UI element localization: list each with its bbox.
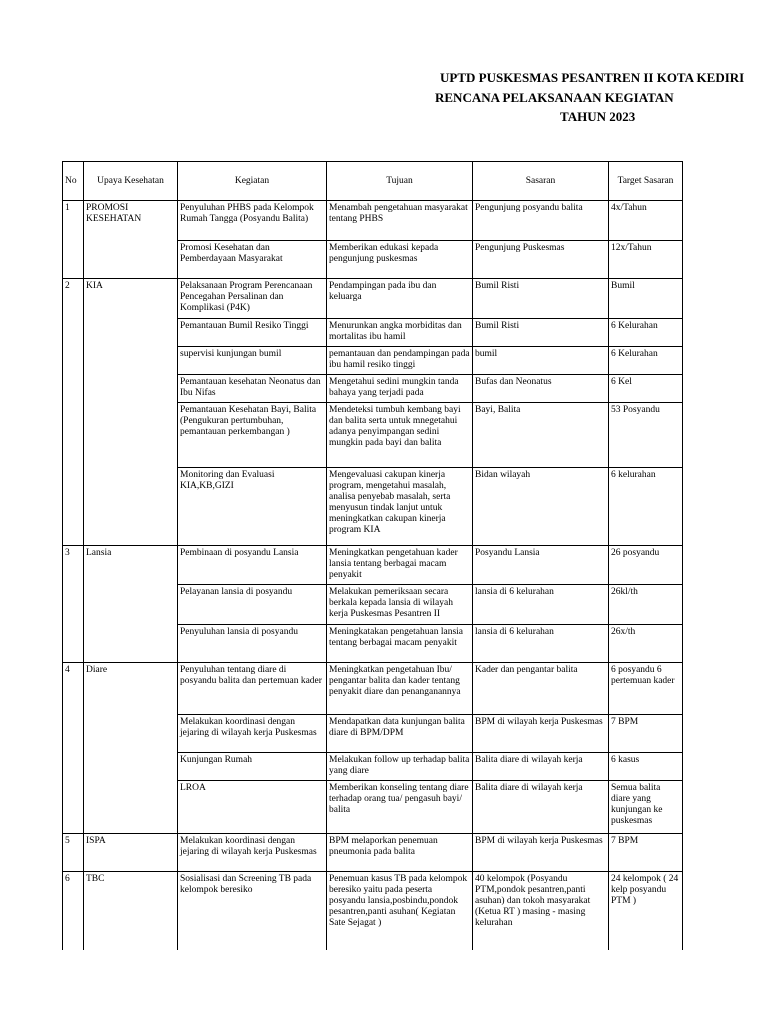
cell-sasaran: Bidan wilayah (473, 468, 609, 546)
cell-tujuan: Meningkatkan pengetahuan Ibu/ pengantar balita dan kader tentang penyakit diare dan penanganannya (327, 663, 473, 715)
cell-target: 24 kelompok ( 24 kelp posyandu PTM ) (609, 872, 683, 950)
cell-target: 6 Kelurahan (609, 347, 683, 375)
cell-kegiatan: Promosi Kesehatan dan Pemberdayaan Masyarakat (178, 241, 327, 279)
cell-sasaran: BPM di wilayah kerja Puskesmas (473, 834, 609, 872)
column-header-kegiatan: Kegiatan (178, 162, 327, 201)
cell-sasaran: 40 kelompok (Posyandu PTM,pondok pesantren,panti asuhan) dan tokoh masyarakat (Ketua RT ) masing - masing kelurahan (473, 872, 609, 950)
cell-sasaran: Bayi, Balita (473, 403, 609, 468)
cell-kegiatan: LROA (178, 781, 327, 834)
cell-target: 12x/Tahun (609, 241, 683, 279)
table-row (63, 546, 683, 585)
cell-kegiatan: Pelaksanaan Program Perencanaan Pencegahan Persalinan dan Komplikasi (P4K) (178, 279, 327, 319)
cell-tujuan: Memberikan konseling tentang diare terhadap orang tua/ pengasuh bayi/ balita (327, 781, 473, 834)
header-title-year: TAHUN 2023 (560, 109, 636, 124)
column-header-upaya: Upaya Kesehatan (84, 162, 178, 201)
cell-upaya: TBC (84, 872, 178, 950)
cell-kegiatan: Monitoring dan Evaluasi KIA,KB,GIZI (178, 468, 327, 546)
cell-kegiatan: Melakukan koordinasi dengan jejaring di wilayah kerja Puskesmas (178, 715, 327, 753)
header-title-line1: UPTD PUSKESMAS PESANTREN II KOTA KEDIRI (440, 70, 745, 85)
cell-upaya: Diare (84, 663, 178, 834)
cell-target: 4x/Tahun (609, 201, 683, 241)
cell-tujuan: Penemuan kasus TB pada kelompok beresiko yaitu pada peserta posyandu lansia,posbindu,pondok pesantren,panti asuhan( Kegiatan Sate Sejagat ) (327, 872, 473, 950)
cell-kegiatan: Penyuluhan tentang diare di posyandu balita dan pertemuan kader (178, 663, 327, 715)
column-header-no: No (63, 162, 84, 201)
cell-tujuan: Mengetahui sedini mungkin tanda bahaya yang terjadi pada (327, 375, 473, 403)
cell-sasaran: Balita diare di wilayah kerja (473, 781, 609, 834)
cell-upaya: Lansia (84, 546, 178, 663)
cell-sasaran: BPM di wilayah kerja Puskesmas (473, 715, 609, 753)
cell-no: 5 (63, 834, 84, 872)
table-header-row (63, 162, 683, 201)
cell-sasaran: lansia di 6 kelurahan (473, 625, 609, 663)
cell-target: Semua balita diare yang kunjungan ke puskesmas (609, 781, 683, 834)
cell-upaya: KIA (84, 279, 178, 546)
table-row (63, 279, 683, 319)
cell-tujuan: pemantauan dan pendampingan pada ibu hamil resiko tinggi (327, 347, 473, 375)
cell-tujuan: Melakukan follow up terhadap balita yang diare (327, 753, 473, 781)
cell-tujuan: Meningkatkan pengetahuan kader lansia tentang berbagai macam penyakit (327, 546, 473, 585)
cell-no: 6 (63, 872, 84, 950)
cell-sasaran: Pengunjung posyandu balita (473, 201, 609, 241)
cell-kegiatan: Kunjungan Rumah (178, 753, 327, 781)
cell-target: 6 Kelurahan (609, 319, 683, 347)
cell-kegiatan: Melakukan koordinasi dengan jejaring di wilayah kerja Puskesmas (178, 834, 327, 872)
document-header (0, 70, 768, 130)
cell-target: Bumil (609, 279, 683, 319)
cell-tujuan: Mengevaluasi cakupan kinerja program, mengetahui masalah, analisa penyebab masalah, serta menyusun tindak lanjut untuk meningkatkan cakupan kinerja program KIA (327, 468, 473, 546)
cell-sasaran: bumil (473, 347, 609, 375)
cell-kegiatan: Pembinaan di posyandu Lansia (178, 546, 327, 585)
cell-target: 26x/th (609, 625, 683, 663)
cell-target: 6 Kel (609, 375, 683, 403)
cell-tujuan: Mendapatkan data kunjungan balita diare di BPM/DPM (327, 715, 473, 753)
cell-target: 6 kelurahan (609, 468, 683, 546)
cell-target: 26 posyandu (609, 546, 683, 585)
cell-no: 4 (63, 663, 84, 834)
cell-upaya: PROMOSI KESEHATAN (84, 201, 178, 279)
cell-tujuan: Mendeteksi tumbuh kembang bayi dan balita serta untuk mnegetahui adanya penyimpangan sedini mungkin pada bayi dan balita (327, 403, 473, 468)
column-header-tujuan: Tujuan (327, 162, 473, 201)
cell-kegiatan: Pemantauan Bumil Resiko Tinggi (178, 319, 327, 347)
cell-target: 6 posyandu 6 pertemuan kader (609, 663, 683, 715)
cell-sasaran: Balita diare di wilayah kerja (473, 753, 609, 781)
cell-kegiatan: Pemantauan Kesehatan Bayi, Balita (Pengukuran pertumbuhan, pemantauan perkembangan ) (178, 403, 327, 468)
cell-no: 1 (63, 201, 84, 279)
table-row (63, 663, 683, 715)
cell-tujuan: Melakukan pemeriksaan secara berkala kepada lansia di wilayah kerja Puskesmas Pesantren II (327, 585, 473, 625)
cell-target: 6 kasus (609, 753, 683, 781)
cell-tujuan: Menambah pengetahuan masyarakat tentang PHBS (327, 201, 473, 241)
cell-sasaran: lansia di 6 kelurahan (473, 585, 609, 625)
cell-sasaran: Bumil Risti (473, 279, 609, 319)
column-header-sasaran: Sasaran (473, 162, 609, 201)
cell-target: 53 Posyandu (609, 403, 683, 468)
cell-tujuan: Menurunkan angka morbiditas dan mortalitas ibu hamil (327, 319, 473, 347)
table-row (63, 872, 683, 950)
table-row (63, 201, 683, 241)
cell-target: 7 BPM (609, 834, 683, 872)
header-title-line2: RENCANA PELAKSANAAN KEGIATAN (435, 90, 674, 105)
activity-plan-table (62, 161, 683, 950)
cell-sasaran: Kader dan pengantar balita (473, 663, 609, 715)
cell-tujuan: Meningkatakan pengetahuan lansia tentang berbagai macam penyakit (327, 625, 473, 663)
cell-no: 3 (63, 546, 84, 663)
cell-no: 2 (63, 279, 84, 546)
table-row (63, 834, 683, 872)
cell-upaya: ISPA (84, 834, 178, 872)
cell-sasaran: Bumil Risti (473, 319, 609, 347)
cell-kegiatan: Pelayanan lansia di posyandu (178, 585, 327, 625)
cell-kegiatan: Pemantauan kesehatan Neonatus dan Ibu Nifas (178, 375, 327, 403)
cell-tujuan: Pendampingan pada ibu dan keluarga (327, 279, 473, 319)
cell-kegiatan: Sosialisasi dan Screening TB pada kelompok beresiko (178, 872, 327, 950)
column-header-target: Target Sasaran (609, 162, 683, 201)
cell-tujuan: BPM melaporkan penemuan pneumonia pada balita (327, 834, 473, 872)
cell-kegiatan: Penyuluhan lansia di posyandu (178, 625, 327, 663)
cell-target: 7 BPM (609, 715, 683, 753)
cell-sasaran: Posyandu Lansia (473, 546, 609, 585)
cell-kegiatan: supervisi kunjungan bumil (178, 347, 327, 375)
cell-target: 26kl/th (609, 585, 683, 625)
cell-kegiatan: Penyuluhan PHBS pada Kelompok Rumah Tangga (Posyandu Balita) (178, 201, 327, 241)
cell-sasaran: Bufas dan Neonatus (473, 375, 609, 403)
cell-tujuan: Memberikan edukasi kepada pengunjung puskesmas (327, 241, 473, 279)
cell-sasaran: Pengunjung Puskesmas (473, 241, 609, 279)
